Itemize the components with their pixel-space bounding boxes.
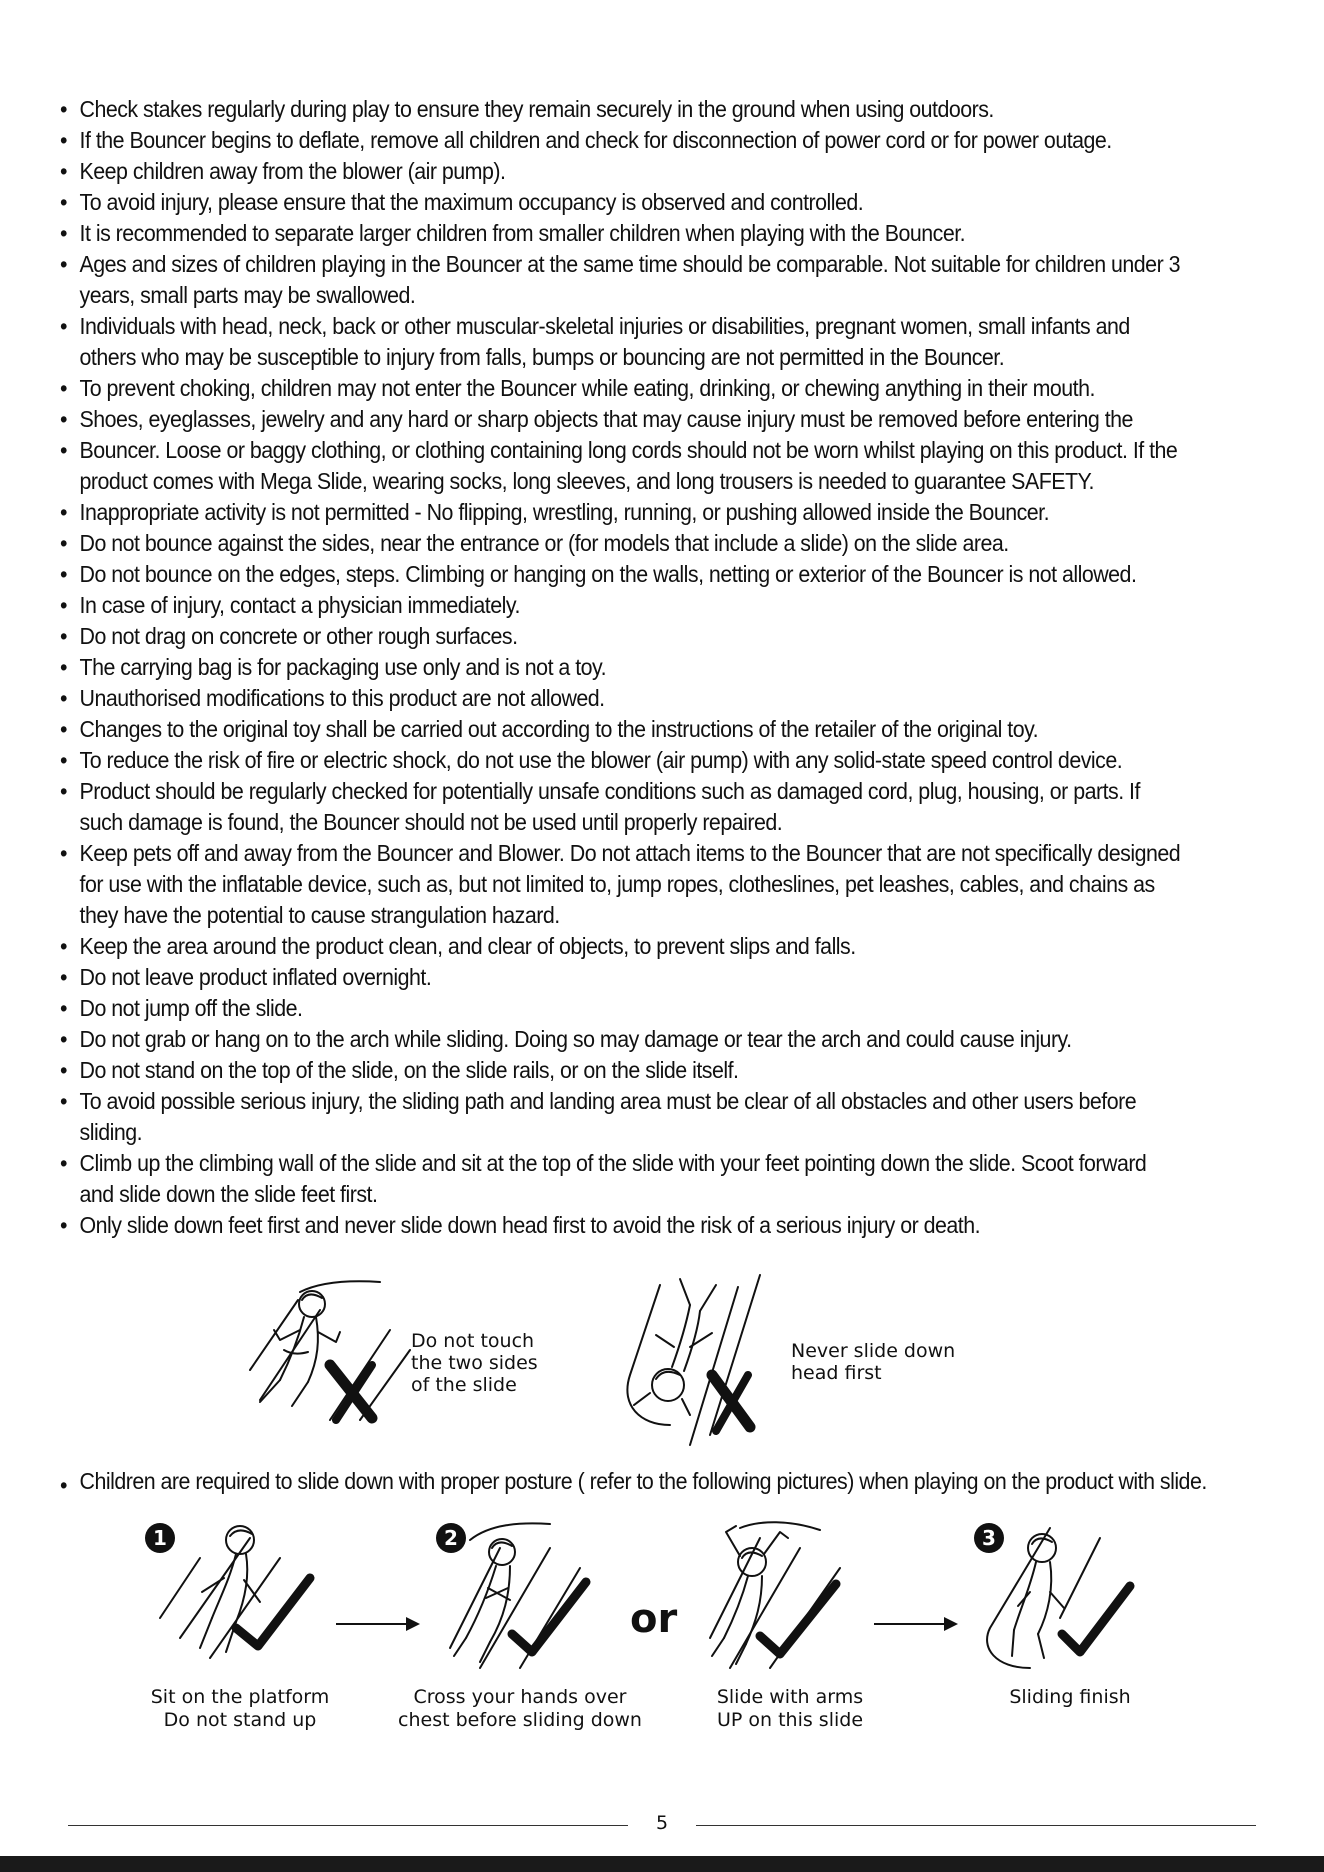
safety-rule-item [60,993,1185,1024]
safety-rule-text: Do not jump off the slide. [79,995,303,1021]
step-number-badge: 3 [974,1523,1004,1553]
safety-rule-item [60,931,1185,962]
safety-rule-item [60,776,1185,838]
arrow-right-icon [874,1614,960,1634]
safety-rule-text: In case of injury, contact a physician immediately. [79,592,520,618]
bullet: • [60,561,67,587]
arrow-right-icon [336,1614,422,1634]
safety-rule-text: It is recommended to separate larger children from smaller children when playing with the Bouncer. [79,220,966,246]
safety-rule-item [60,590,1185,621]
safety-rule-text: Only slide down feet first and never slide down head first to avoid the risk of a serious injury or death. [79,1212,981,1238]
cross-mark-icon [240,1270,410,1430]
posture-step-1 [140,1518,340,1731]
safety-rule-item [60,94,1185,125]
bullet: • [60,1057,67,1083]
bullet: • [60,530,67,556]
bullet: • [60,220,67,246]
bullet: • [60,995,67,1021]
cross-mark-icon [620,1275,790,1445]
safety-rule-item [60,156,1185,187]
safety-rule-text: Individuals with head, neck, back or other muscular-skeletal injuries or disabilities, pregnant women, small infants and others who may be susceptible to injury from falls, bumps or bouncing are not permitted in the Bouncer. [79,313,1130,370]
safety-rule-item [60,838,1185,931]
safety-rule-item [60,373,1185,404]
warning-figure-head-first [620,1275,956,1445]
posture-instruction [60,1466,1233,1497]
bullet: • [60,654,67,680]
warning-caption: Never slide down head first [791,1340,956,1384]
bullet: • [60,375,67,401]
safety-rule-text: The carrying bag is for packaging use only and is not a toy. [79,654,607,680]
bullet: • [60,313,67,339]
bullet: • [60,1026,67,1052]
footer-rule-left [68,1825,628,1826]
safety-rule-item [60,621,1185,652]
step-caption: Slide with arms UP on this slide [716,1686,864,1731]
bullet: • [60,96,67,122]
posture-instruction-text: Children are required to slide down with proper posture ( refer to the following pictures) when playing on the product with slide. [79,1468,1207,1494]
safety-rule-text: If the Bouncer begins to deflate, remove all children and check for disconnection of power cord or for power outage. [79,127,1112,153]
scan-edge-band [0,1856,1324,1872]
safety-rule-item [60,249,1185,311]
safety-rule-item [60,1055,1185,1086]
safety-rule-item [60,714,1185,745]
warning-figure-sides [240,1270,538,1430]
safety-rule-item [60,218,1185,249]
safety-rule-item [60,1086,1185,1148]
safety-rule-text: Do not bounce on the edges, steps. Climbing or hanging on the walls, netting or exterior of the Bouncer is not allowed. [79,561,1137,587]
warning-caption: Do not touch the two sides of the slide [411,1330,538,1396]
check-mark-icon [690,1518,890,1668]
safety-rule-text: To prevent choking, children may not enter the Bouncer while eating, drinking, or chewing anything in their mouth. [79,375,1095,401]
safety-rule-text: Keep children away from the blower (air pump). [79,158,506,184]
page-number: 5 [655,1812,669,1834]
safety-rule-item [60,125,1185,156]
bullet: • [60,499,67,525]
safety-rule-item [60,683,1185,714]
bullet: • [60,1472,67,1498]
bullet: • [60,127,67,153]
bullet: • [60,437,67,463]
bullet: • [60,158,67,184]
bullet: • [60,1212,67,1238]
safety-rule-text: Do not stand on the top of the slide, on the slide rails, or on the slide itself. [79,1057,739,1083]
bullet: • [60,716,67,742]
bullet: • [60,964,67,990]
safety-rule-item [60,311,1185,373]
safety-rule-item [60,435,1185,497]
safety-rule-text: Climb up the climbing wall of the slide and sit at the top of the slide with your feet pointing down the slide. Scoot forward and slide down the slide feet first. [79,1150,1147,1207]
check-mark-icon [430,1518,630,1668]
safety-rule-text: Inappropriate activity is not permitted - No flipping, wrestling, running, or pushing allowed inside the Bouncer. [79,499,1050,525]
safety-rule-text: Unauthorised modifications to this product are not allowed. [79,685,605,711]
step-caption: Cross your hands over chest before sliding down [398,1686,642,1731]
safety-rule-item [60,1148,1185,1210]
posture-step-3 [970,1518,1170,1708]
safety-rule-text: Product should be regularly checked for potentially unsafe conditions such as damaged cord, plug, housing, or parts. If such damage is found, the Bouncer should not be used until properly repaired. [79,778,1140,835]
bullet: • [60,1150,67,1176]
posture-step-arms-up [690,1518,890,1731]
safety-rule-item [60,497,1185,528]
or-label: or [630,1596,678,1642]
check-mark-icon [970,1518,1170,1668]
bullet: • [60,251,67,277]
safety-rule-item [60,404,1185,435]
safety-rule-item [60,962,1185,993]
safety-rule-text: Shoes, eyeglasses, jewelry and any hard or sharp objects that may cause injury must be removed before entering the [79,406,1133,432]
safety-rule-text: To reduce the risk of fire or electric shock, do not use the blower (air pump) with any solid-state speed control device. [79,747,1123,773]
safety-rule-text: To avoid possible serious injury, the sliding path and landing area must be clear of all obstacles and other users before sliding. [79,1088,1137,1145]
safety-rule-item [60,1210,1185,1241]
safety-rule-item [60,559,1185,590]
safety-rule-text: Keep the area around the product clean, and clear of objects, to prevent slips and falls. [79,933,856,959]
safety-rule-text: Do not drag on concrete or other rough surfaces. [79,623,518,649]
safety-rules-list [60,94,1185,1241]
safety-rule-text: Keep pets off and away from the Bouncer and Blower. Do not attach items to the Bouncer that are not specifically designed for use with the inflatable device, such as, but not limited to, jump ropes, clotheslines, pet leashes, cables, and chains as they have the potential to cause strangulation hazard. [79,840,1181,928]
safety-rule-text: Do not grab or hang on to the arch while sliding. Doing so may damage or tear the arch and could cause injury. [79,1026,1072,1052]
bullet: • [60,747,67,773]
bullet: • [60,778,67,804]
safety-rule-item [60,528,1185,559]
bullet: • [60,1088,67,1114]
safety-rule-text: To avoid injury, please ensure that the maximum occupancy is observed and controlled. [79,189,864,215]
posture-step-2 [398,1518,642,1731]
safety-rule-text: Do not leave product inflated overnight. [79,964,432,990]
bullet: • [60,623,67,649]
bullet: • [60,592,67,618]
step-caption: Sit on the platform Do not stand up [150,1686,330,1731]
step-caption: Sliding finish [1009,1686,1131,1708]
safety-rule-text: Bouncer. Loose or baggy clothing, or clothing containing long cords should not be worn whilst playing on this product. If the product comes with Mega Slide, wearing socks, long sleeves, and long trousers is needed to guarantee SAFETY. [79,437,1178,494]
safety-rule-text: Ages and sizes of children playing in the Bouncer at the same time should be comparable. Not suitable for children under 3 years, small parts may be swallowed. [79,251,1180,308]
check-mark-icon [140,1518,340,1668]
bullet: • [60,189,67,215]
safety-rule-item [60,652,1185,683]
bullet: • [60,685,67,711]
step-number-badge: 1 [145,1523,175,1553]
safety-rule-item [60,1024,1185,1055]
step-number-badge: 2 [436,1523,466,1553]
bullet: • [60,933,67,959]
footer-rule-right [696,1825,1256,1826]
safety-rule-text: Check stakes regularly during play to ensure they remain securely in the ground when using outdoors. [79,96,994,122]
bullet: • [60,406,67,432]
safety-rule-text: Changes to the original toy shall be carried out according to the instructions of the retailer of the original toy. [79,716,1039,742]
safety-rule-text: Do not bounce against the sides, near the entrance or (for models that include a slide) on the slide area. [79,530,1009,556]
safety-rule-item [60,745,1185,776]
bullet: • [60,840,67,866]
safety-rule-item [60,187,1185,218]
